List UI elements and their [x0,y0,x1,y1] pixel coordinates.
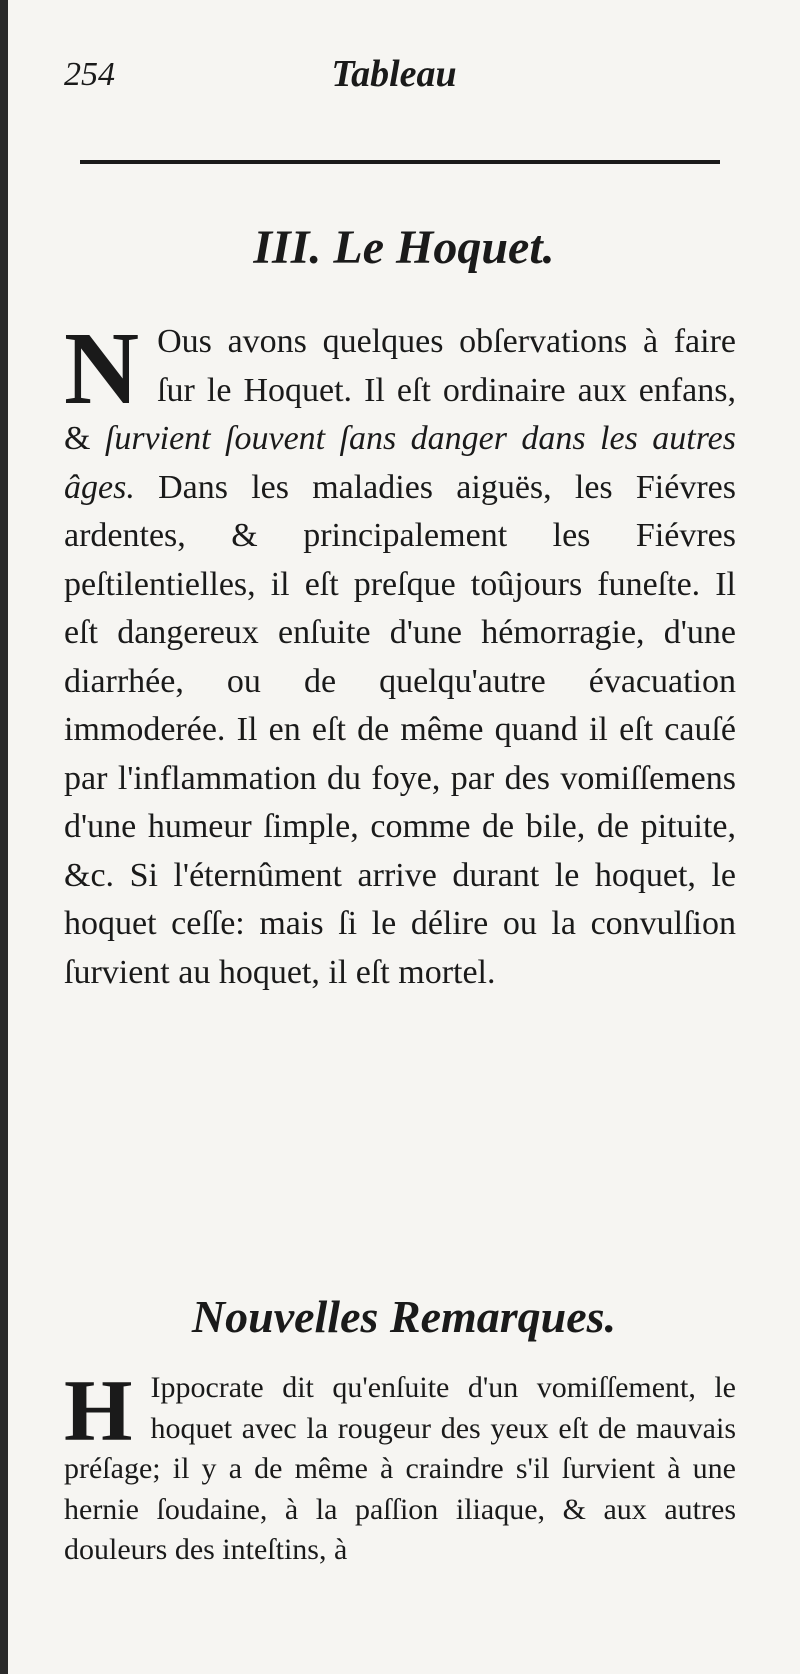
page-header [64,50,724,110]
running-title: Tableau [331,53,457,95]
remarks-paragraph [64,1363,736,1571]
header-rule [80,160,720,164]
paragraph-text-continued: Dans les maladies aiguës, les Fiévres ardentes, & principalement les Fiévres peſtilentielles, il eſt preſque toûjours funeſte. Il eſt dangereux enſuite d'une hémorragie, d'une diarrhée, ou de quelqu'autre évacuation immoderée. Il en eſt de même quand il eſt cauſé par l'inflammation du foye, par des vomiſſemens d'une humeur ſimple, comme de bile, de pituite, &c. Si l'éternûment arrive durant le hoquet, le hoquet ceſſe: mais ſi le délire ou la convulſion ſurvient au hoquet, il eſt mortel. [64,468,736,991]
paragraph-text: Ous avons quelques obſervations à faire ſur le Hoquet. Il eſt ordinaire aux enfans, & [64,323,736,457]
book-page [8,0,800,1674]
page-number: 254 [64,56,115,93]
paragraph-italic-text: ſurvient ſouvent ſans danger dans les autres âges. [64,420,736,506]
remarks-text: Ippocrate dit qu'enſuite d'un vomiſſement, le hoquet avec la rougeur des yeux eſt de mauvais préſage; il y a de même à craindre s'il ſurvient à une hernie ſoudaine, à la paſſion iliaque, & aux autres douleurs des inteſtins, à [64,1371,736,1566]
section-heading: III. Le Hoquet. [253,221,555,274]
remarks-heading: Nouvelles Remarques. [191,1291,617,1342]
section-paragraph [64,311,736,997]
drop-cap: H [64,1363,133,1460]
drop-cap: N [64,311,140,426]
